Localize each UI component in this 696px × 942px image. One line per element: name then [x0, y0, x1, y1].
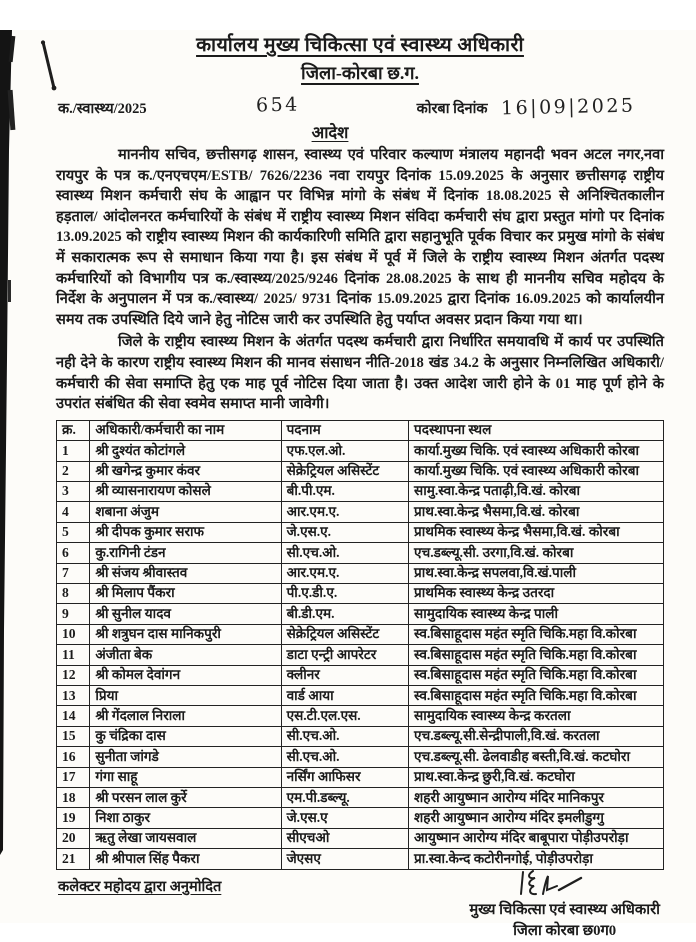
- cell-serial: 21: [57, 849, 90, 869]
- header-name: अधिकारी/कर्मचारी का नाम: [90, 420, 281, 440]
- cell-name: श्री दुश्यंत कोटांगले: [90, 441, 281, 461]
- cell-name: श्री खगेन्द्र कुमार कंवर: [90, 461, 281, 481]
- signature-block: [469, 872, 660, 942]
- cell-serial: 8: [57, 583, 90, 603]
- cell-posting-place: आयुष्मान आरोग्य मंदिर बाबूपारा पोड़ीउपरोड़ा: [409, 828, 664, 848]
- cell-designation: जेएसए: [281, 849, 408, 869]
- cell-serial: 12: [57, 665, 90, 685]
- cell-name: श्री कोमल देवांगन: [90, 665, 281, 685]
- cell-serial: 13: [57, 686, 90, 706]
- table-row: [57, 808, 664, 828]
- cell-posting-place: प्राथ.स्वा.केन्द्र भैसमा,वि.खं. कोरबा: [409, 502, 664, 522]
- cell-name: श्री मिलाप पैंकरा: [90, 583, 281, 603]
- cell-designation: सेक्रेट्रियल असिस्टेंट: [281, 624, 408, 644]
- cell-posting-place: प्राथ.स्वा.केन्द्र छुरी,वि.खं. कटघोरा: [409, 767, 664, 787]
- cell-designation: वार्ड आया: [281, 686, 408, 706]
- cell-serial: 18: [57, 788, 90, 808]
- table-row: [57, 461, 664, 481]
- signatory-title: मुख्य चिकित्सा एवं स्वास्थ्य अधिकारी: [469, 901, 660, 918]
- cell-serial: 5: [57, 522, 90, 542]
- cell-posting-place: सामु.स्वा.केन्द्र पताढ़ी,वि.खं. कोरबा: [409, 481, 664, 501]
- cell-designation: सीएचओ: [281, 828, 408, 848]
- cell-designation: आर.एम.ए.: [281, 502, 408, 522]
- dispatch-number-handwritten: 654: [255, 93, 300, 117]
- office-title: कार्यालय मुख्य चिकित्सा एवं स्वास्थ्य अधिकारी: [196, 35, 524, 56]
- cell-name: श्री दीपक कुमार सराफ: [90, 522, 281, 542]
- table-row: [57, 645, 664, 665]
- table-row: [57, 849, 664, 869]
- cell-posting-place: एच.डब्ल्यू.सी. उरगा,वि.खं. कोरबा: [409, 543, 664, 563]
- cell-designation: एम.पी.डब्ल्यू.: [281, 788, 408, 808]
- cell-name: निशा ठाकुर: [90, 808, 281, 828]
- reference-number: क./स्वास्थ्य/2025: [58, 101, 147, 117]
- cell-name: श्री संजय श्रीवास्तव: [90, 563, 281, 583]
- header-posting-place: पदस्थापना स्थल: [409, 420, 664, 440]
- reference-row: [56, 94, 664, 120]
- table-row: [57, 522, 664, 542]
- cell-posting-place: सामुदायिक स्वास्थ्य केन्द्र करतला: [409, 706, 664, 726]
- document-content: [56, 30, 664, 942]
- cell-posting-place: कार्या.मुख्य चिकि. एवं स्वास्थ्य अधिकारी कोरबा: [409, 441, 664, 461]
- cell-posting-place: स्व.बिसाहूदास महंत स्मृति चिकि.महा वि.कोरबा: [409, 686, 664, 706]
- header-designation: पदनाम: [281, 420, 408, 440]
- cell-serial: 16: [57, 747, 90, 767]
- cell-designation: क्लीनर: [281, 665, 408, 685]
- cell-posting-place: प्राथ.स्वा.केन्द्र सपलवा,वि.खं.पाली: [409, 563, 664, 583]
- cell-serial: 4: [57, 502, 90, 522]
- cell-name: श्री सुनील यादव: [90, 604, 281, 624]
- cell-posting-place: सामुदायिक स्वास्थ्य केन्द्र पाली: [409, 604, 664, 624]
- cell-name: श्री व्यासनारायण कोसले: [90, 481, 281, 501]
- cell-name: ऋतु लेखा जायसवाल: [90, 828, 281, 848]
- scan-edge-artifact: [0, 30, 20, 923]
- document-footer: [56, 872, 664, 942]
- cell-designation: सेक्रेट्रियल असिस्टेंट: [281, 461, 408, 481]
- cell-name: शबाना अंजुम: [90, 502, 281, 522]
- cell-serial: 19: [57, 808, 90, 828]
- cell-posting-place: स्व.बिसाहूदास महंत स्मृति चिकि.महा वि.कोरबा: [409, 624, 664, 644]
- order-paragraph-1: माननीय सचिव, छत्तीसगढ़ शासन, स्वास्थ्य एवं परिवार कल्याण मंत्रालय महानदी भवन अटल नगर,नवा रायपुर के पत्र क./एनएचएम/ESTB/ 7626/2236 नवा रायपुर दिनांक 15.09.2025 के अनुसार छत्तीसगढ़ राष्ट्रीय स्वास्थ्य मिशन कर्मचारी संघ के आह्वान पर विभिन्न मांगो के संबंध में दिनांक 18.08.2025 से अनिश्चितकालीन हड़ताल/ आंदोलनरत कर्मचारियों के संबंध में राष्ट्रीय स्वास्थ्य मिशन संविदा कर्मचारी संघ द्वारा प्रस्तुत मांगो पर दिनांक 13.09.2025 को राष्ट्रीय स्वास्थ्य मिशन की कार्यकारिणी समिति द्वारा सहानुभूति पूर्वक विचार कर प्रमुख मांगो के संबंध में सकारात्मक रूप से समाधान किया गया है। इस संबंध में पूर्व में जिले के राष्ट्रीय स्वास्थ्य मिशन अंतर्गत पदस्थ कर्मचारियों को विभागीय पत्र क./स्वास्थ्य/2025/9246 दिनांक 28.08.2025 के साथ ही माननीय सचिव महोदय के निर्देश के अनुपालन में पत्र क./स्वास्थ्य/ 2025/ 9731 दिनांक 15.09.2025 द्वारा दिनांक 16.09.2025 को कार्यालयीन समय तक उपस्थिति दिये जाने हेतु नोटिस जारी कर उपस्थिति हेतु पर्याप्त अवसर प्रदान किया गया था।: [56, 147, 664, 328]
- cell-designation: एफ.एल.ओ.: [281, 441, 408, 461]
- cell-name: श्री गेंदलाल निराला: [90, 706, 281, 726]
- cell-designation: पी.ए.डी.ए.: [281, 583, 408, 603]
- order-paragraph-2: जिले के राष्ट्रीय स्वास्थ्य मिशन के अंतर्गत पदस्थ कर्मचारी द्वारा निर्धारित समयावधि में कार्य पर उपस्थिति नही देने के कारण राष्ट्रीय स्वास्थ्य मिशन की मानव संसाधन नीति-2018 खंड 34.2 के अनुसार निम्नलिखित अधिकारी/ कर्मचारी की सेवा समाप्ति हेतु एक माह पूर्व नोटिस दिया जाता है। उक्त आदेश जारी होने के 01 माह पूर्ण होने के उपरांत संबंधित की सेवा स्वमेव समाप्त मानी जावेगी।: [56, 334, 664, 413]
- cell-serial: 1: [57, 441, 90, 461]
- table-row: [57, 788, 664, 808]
- cell-serial: 3: [57, 481, 90, 501]
- table-row: [57, 583, 664, 603]
- table-row: [57, 665, 664, 685]
- table-row: [57, 706, 664, 726]
- cell-serial: 11: [57, 645, 90, 665]
- cell-name: कु.रागिनी टंडन: [90, 543, 281, 563]
- cell-name: श्री शत्रुघन दास मानिकपुरी: [90, 624, 281, 644]
- cell-designation: बी.डी.एम.: [281, 604, 408, 624]
- cell-designation: नर्सिंग आफिसर: [281, 767, 408, 787]
- cell-name: अंजीता बेक: [90, 645, 281, 665]
- cell-serial: 7: [57, 563, 90, 583]
- district-title: जिला-कोरबा छ.ग.: [301, 63, 419, 83]
- header-serial: क्र.: [57, 420, 90, 440]
- cell-serial: 20: [57, 828, 90, 848]
- cell-designation: सी.एच.ओ.: [281, 747, 408, 767]
- cell-posting-place: प्राथमिक स्वास्थ्य केन्द्र उतरदा: [409, 583, 664, 603]
- cell-serial: 6: [57, 543, 90, 563]
- table-row: [57, 767, 664, 787]
- table-row: [57, 604, 664, 624]
- table-row: [57, 441, 664, 461]
- table-row: [57, 563, 664, 583]
- cell-designation: सी.एच.ओ.: [281, 726, 408, 746]
- date-handwritten: 16|09|2025: [501, 94, 637, 120]
- table-row: [57, 726, 664, 746]
- cell-designation: जे.एस.ए: [281, 808, 408, 828]
- table-row: [57, 624, 664, 644]
- employee-table-body: [57, 441, 664, 870]
- cell-name: कु चंद्रिका दास: [90, 726, 281, 746]
- cell-serial: 17: [57, 767, 90, 787]
- cell-posting-place: शहरी आयुष्मान आरोग्य मंदिर इमलीडुग्गु: [409, 808, 664, 828]
- cell-designation: सी.एच.ओ.: [281, 543, 408, 563]
- order-heading: आदेश: [311, 123, 349, 142]
- cell-designation: बी.पी.एम.: [281, 481, 408, 501]
- table-row: [57, 747, 664, 767]
- table-row: [57, 543, 664, 563]
- collector-approval-note: कलेक्टर महोदय द्वारा अनुमोदित: [58, 878, 222, 895]
- cell-designation: आर.एम.ए.: [281, 563, 408, 583]
- cell-serial: 14: [57, 706, 90, 726]
- scanned-order-document: [0, 30, 696, 939]
- cell-name: गंगा साहू: [90, 767, 281, 787]
- cell-name: प्रिया: [90, 686, 281, 706]
- cell-serial: 2: [57, 461, 90, 481]
- cell-posting-place: प्राथमिक स्वास्थ्य केन्द्र भैसमा,वि.खं. कोरबा: [409, 522, 664, 542]
- letterhead: [56, 30, 664, 85]
- cell-serial: 9: [57, 604, 90, 624]
- cell-designation: जे.एस.ए.: [281, 522, 408, 542]
- signature-scribble-icon: [509, 868, 589, 904]
- cell-posting-place: स्व.बिसाहूदास महंत स्मृति चिकि.महा वि.कोरबा: [409, 645, 664, 665]
- cell-name: श्री परसन लाल कुर्रे: [90, 788, 281, 808]
- cell-posting-place: प्रा.स्वा.केन्द कटोरीनगोई, पोड़ीउपरोड़ा: [409, 849, 664, 869]
- cell-posting-place: शहरी आयुष्मान आरोग्य मंदिर मानिकपुर: [409, 788, 664, 808]
- cell-designation: डाटा एन्ट्री आपरेटर: [281, 645, 408, 665]
- table-row: [57, 686, 664, 706]
- signatory-district: जिला कोरबा छ0ग0: [513, 922, 617, 939]
- cell-serial: 10: [57, 624, 90, 644]
- place-date-label: कोरबा दिनांक: [416, 101, 488, 117]
- cell-posting-place: स्व.बिसाहूदास महंत स्मृति चिकि.महा वि.कोरबा: [409, 665, 664, 685]
- table-row: [57, 502, 664, 522]
- cell-name: श्री श्रीपाल सिंह पैकरा: [90, 849, 281, 869]
- employee-table: [56, 420, 664, 870]
- cell-posting-place: कार्या.मुख्य चिकि. एवं स्वास्थ्य अधिकारी कोरबा: [409, 461, 664, 481]
- cell-posting-place: एच.डब्ल्यू.सी. ढेलवाडीह बस्ती,वि.खं. कटघोरा: [409, 747, 664, 767]
- cell-posting-place: एच.डब्ल्यू.सी.सेन्द्रीपाली,वि.खं. करतला: [409, 726, 664, 746]
- cell-name: सुनीता जांगडे: [90, 747, 281, 767]
- place-date: [417, 96, 636, 118]
- table-row: [57, 481, 664, 501]
- table-header-row: [57, 420, 664, 440]
- table-row: [57, 828, 664, 848]
- cell-designation: एस.टी.एल.एस.: [281, 706, 408, 726]
- cell-serial: 15: [57, 726, 90, 746]
